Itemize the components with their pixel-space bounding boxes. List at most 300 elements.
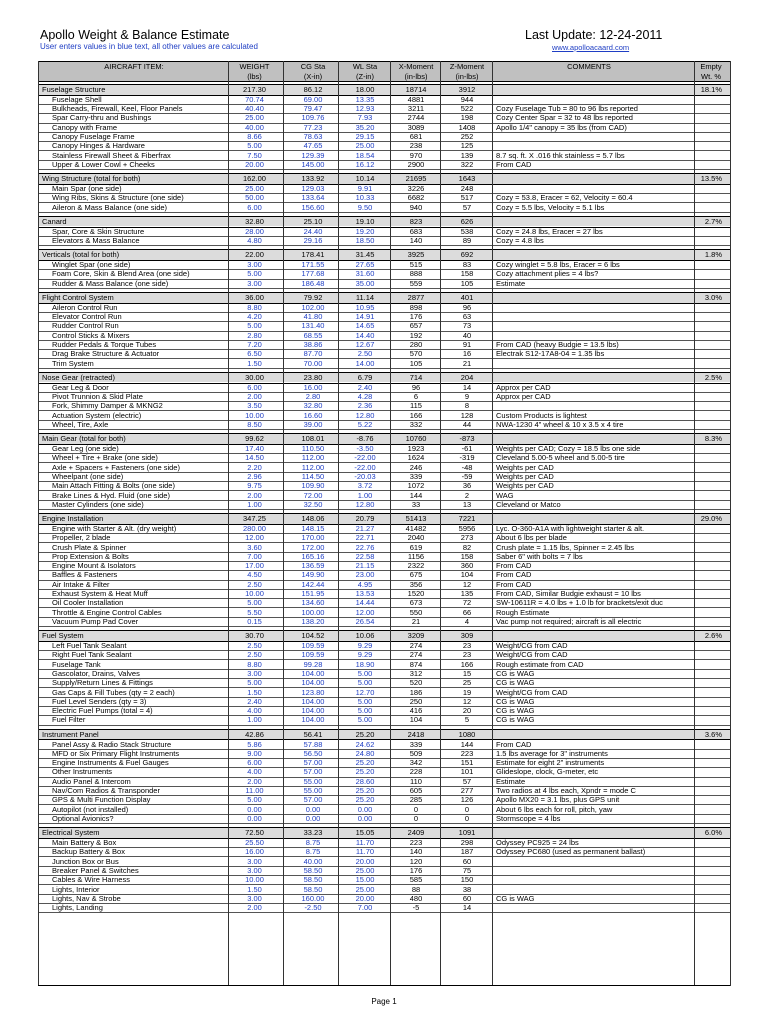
- website-link[interactable]: www.apolloacaard.com: [552, 43, 630, 52]
- row-x-moment: 681: [409, 132, 423, 141]
- row-z-moment: 72: [462, 598, 472, 608]
- row-weight: 3.00: [247, 856, 262, 866]
- row-item-name: Baffles & Fasteners: [52, 570, 118, 580]
- row-item-name: Left Fuel Tank Sealant: [52, 641, 127, 650]
- row-item-name: GPS & Multi Function Display: [52, 795, 151, 805]
- row-comment: Cozy winglet = 5.8 lbs, Eracer = 6 lbs: [496, 260, 620, 270]
- row-cg-sta: 148.15: [301, 523, 325, 533]
- section-cg-sta: 79.92: [303, 293, 323, 302]
- row-cg-sta: 57.88: [303, 739, 323, 749]
- row-item-name: Fork, Shimmy Damper & MKNG2: [52, 401, 163, 411]
- row-cg-sta: 100.00: [301, 607, 325, 617]
- row-z-moment: 1408: [458, 122, 476, 132]
- row-z-moment: 14: [462, 382, 472, 392]
- section-z-moment: 626: [460, 216, 474, 226]
- row-comment: 8.7 sq. ft. X .016 thk stainless = 5.7 lbs: [496, 150, 625, 160]
- section-x-moment: 18714: [405, 85, 427, 94]
- row-item-name: Gascolator, Drains, Valves: [52, 668, 140, 678]
- row-comment: About 6 lbs each for roll, pitch, yaw: [496, 804, 613, 814]
- section-name: Wing Structure (total for both): [42, 174, 141, 184]
- row-cg-sta: 69.00: [303, 94, 323, 104]
- row-weight: 6.00: [247, 758, 262, 768]
- row-z-moment: 57: [462, 776, 472, 786]
- row-wl-sta: 3.72: [357, 481, 373, 491]
- row-x-moment: 416: [409, 706, 423, 716]
- row-cg-sta: 114.50: [301, 471, 325, 481]
- row-item-name: Spar Carry-thru and Bushings: [52, 113, 152, 123]
- row-wl-sta: 12.80: [355, 499, 375, 509]
- row-wl-sta: 14.44: [355, 598, 375, 608]
- row-z-moment: 19: [462, 687, 472, 697]
- row-comment: Estimate for eight 2" instruments: [496, 758, 605, 768]
- row-z-moment: 166: [460, 659, 474, 669]
- row-x-moment: 4881: [407, 94, 425, 104]
- row-weight: 2.00: [247, 776, 262, 786]
- row-item-name: Engine with Starter & Alt. (dry weight): [52, 523, 177, 533]
- row-comment: Weight/CG from CAD: [496, 687, 568, 697]
- section-name: Flight Control System: [42, 293, 114, 302]
- row-weight: 6.50: [247, 349, 262, 359]
- row-z-moment: 151: [460, 758, 474, 768]
- section-cg-sta: 104.52: [301, 631, 325, 641]
- header-z-moment: Z-Moment (in-lbs): [449, 62, 485, 81]
- row-z-moment: 12: [462, 696, 472, 706]
- row-item-name: Fuselage Shell: [52, 94, 102, 104]
- row-cg-sta: 104.00: [301, 668, 325, 678]
- section-wl-sta: 6.79: [357, 372, 373, 382]
- row-wl-sta: 9.91: [357, 184, 373, 193]
- row-item-name: Control Sticks & Mixers: [52, 330, 130, 340]
- row-z-moment: 198: [460, 113, 474, 123]
- row-z-moment: 23: [462, 641, 472, 650]
- row-weight: 2.20: [247, 462, 262, 472]
- row-item-name: Backup Battery & Box: [52, 847, 125, 857]
- section-cg-sta: 178.41: [301, 250, 325, 260]
- row-z-moment: 522: [460, 104, 474, 114]
- row-weight: 8.66: [247, 132, 262, 141]
- row-x-moment: 509: [409, 748, 423, 758]
- row-cg-sta: 87.70: [303, 349, 323, 359]
- row-wl-sta: 9.50: [357, 202, 373, 212]
- row-x-moment: 673: [409, 598, 423, 608]
- row-item-name: Rudder Pedals & Torque Tubes: [52, 340, 157, 349]
- row-cg-sta: 112.00: [301, 453, 325, 463]
- row-weight: 4.00: [247, 767, 262, 777]
- row-weight: 3.00: [247, 865, 262, 875]
- row-x-moment: 559: [409, 278, 423, 288]
- section-z-moment: 3912: [458, 85, 476, 94]
- row-weight: 40.00: [245, 122, 264, 132]
- row-z-moment: 135: [460, 589, 474, 598]
- row-weight: 4.50: [247, 570, 262, 580]
- column-divider: [730, 61, 731, 986]
- section-wl-sta: 15.05: [355, 828, 375, 838]
- row-comment: Crush plate = 1.15 lbs, Spinner = 2.45 lbs: [496, 542, 635, 552]
- row-wl-sta: 18.50: [355, 236, 375, 245]
- section-empty-pct: 13.5%: [700, 174, 722, 184]
- row-x-moment: 115: [410, 401, 422, 411]
- column-divider: [338, 61, 339, 986]
- row-z-moment: 23: [462, 650, 472, 660]
- row-x-moment: 515: [409, 260, 423, 270]
- section-wl-sta: 18.00: [355, 85, 375, 94]
- row-wl-sta: 5.00: [357, 715, 373, 725]
- row-cg-sta: 104.00: [301, 706, 325, 716]
- row-x-moment: 3226: [407, 184, 425, 193]
- row-divider: [38, 509, 730, 510]
- row-weight: 9.00: [247, 748, 262, 758]
- row-wl-sta: 25.20: [355, 786, 375, 795]
- row-z-moment: 944: [460, 94, 474, 104]
- section-x-moment: 3209: [407, 631, 425, 641]
- row-item-name: Panel Assy & Radio Stack Structure: [52, 739, 172, 749]
- row-z-moment: 36: [462, 481, 472, 491]
- row-item-name: Rudder & Mass Balance (one side): [52, 278, 169, 288]
- row-weight: 8.80: [247, 659, 262, 669]
- row-comment: Weight/CG from CAD: [496, 650, 568, 660]
- row-weight: 3.50: [247, 401, 262, 411]
- row-comment: Apollo MX20 = 3.1 lbs, plus GPS unit: [496, 795, 620, 805]
- row-x-moment: 274: [409, 650, 423, 660]
- section-z-moment: 1643: [458, 174, 476, 184]
- row-weight: 11.00: [245, 786, 264, 795]
- column-divider: [390, 61, 391, 986]
- row-comment: Weight/CG from CAD: [496, 641, 568, 650]
- row-divider: [38, 288, 730, 289]
- row-x-moment: 550: [409, 607, 423, 617]
- row-cg-sta: 8.75: [305, 847, 321, 857]
- row-wl-sta: 25.00: [355, 865, 375, 875]
- column-divider: [228, 61, 229, 986]
- row-cg-sta: 41.80: [303, 312, 323, 322]
- row-cg-sta: 104.00: [301, 715, 325, 725]
- row-comment: Cozy Fuselage Tub = 80 to 96 lbs reported: [496, 104, 638, 114]
- row-comment: SW-10611R = 4.0 lbs + 1.0 lb for brackets/exit duc: [496, 598, 663, 608]
- row-wl-sta: 22.71: [355, 533, 375, 543]
- row-cg-sta: 145.00: [301, 159, 325, 169]
- section-z-moment: 1080: [458, 729, 476, 739]
- row-wl-sta: 22.58: [355, 551, 375, 561]
- row-cg-sta: 142.44: [301, 579, 325, 589]
- row-comment: Custom Products is lightest: [496, 410, 587, 420]
- row-cg-sta: 109.90: [301, 481, 325, 491]
- row-comment: Electrak S12-17A8-04 = 1.35 lbs: [496, 349, 605, 359]
- section-name: Fuselage Structure: [42, 85, 106, 94]
- row-cg-sta: 56.50: [303, 748, 323, 758]
- row-z-moment: 83: [462, 260, 472, 270]
- row-wl-sta: 15.00: [355, 875, 375, 885]
- row-comment: Odyssey PC680 (used as permanent ballast): [496, 847, 646, 857]
- row-wl-sta: 14.00: [355, 358, 375, 368]
- row-comment: From CAD, Similar Budgie exhaust = 10 lbs: [496, 589, 641, 598]
- row-x-moment: 3211: [407, 104, 425, 114]
- section-x-moment: 51413: [405, 514, 427, 524]
- row-cg-sta: 170.00: [301, 533, 325, 543]
- row-z-moment: 277: [460, 786, 474, 795]
- row-wl-sta: 2.50: [357, 349, 373, 359]
- section-weight: 162.00: [243, 174, 266, 184]
- section-empty-pct: 2.6%: [704, 631, 722, 641]
- row-wl-sta: 27.65: [355, 260, 375, 270]
- row-cg-sta: 186.48: [301, 278, 325, 288]
- row-weight: 2.50: [247, 579, 262, 589]
- section-wl-sta: 20.79: [355, 514, 375, 524]
- row-z-moment: 0: [464, 804, 470, 814]
- row-weight: 1.50: [247, 358, 262, 368]
- row-comment: CG is WAG: [496, 696, 535, 706]
- row-item-name: Main Battery & Box: [52, 838, 117, 847]
- row-x-moment: 246: [409, 462, 423, 472]
- row-weight: 5.00: [247, 795, 262, 805]
- row-x-moment: 0: [413, 804, 419, 814]
- row-comment: NWA-1230 4" wheel & 10 x 3.5 x 4 tire: [496, 419, 624, 429]
- row-x-moment: 105: [409, 358, 423, 368]
- row-item-name: Engine Mount & Isolators: [52, 561, 136, 571]
- row-x-moment: -5: [412, 903, 420, 913]
- row-cg-sta: 57.00: [303, 795, 323, 805]
- row-z-moment: 57: [462, 202, 472, 212]
- row-cg-sta: 77.23: [303, 122, 323, 132]
- row-item-name: Rudder Control Run: [52, 321, 119, 331]
- row-x-moment: 176: [409, 865, 423, 875]
- row-wl-sta: 10.95: [355, 302, 375, 312]
- row-weight: 12.00: [245, 533, 264, 543]
- row-item-name: Stainless Firewall Sheet & Fiberfrax: [52, 150, 171, 160]
- section-empty-pct: 3.0%: [704, 293, 722, 302]
- row-wl-sta: 18.90: [355, 659, 375, 669]
- row-weight: 4.20: [247, 312, 262, 322]
- row-weight: 8.80: [247, 302, 262, 312]
- row-x-moment: 339: [409, 739, 423, 749]
- row-wl-sta: 31.60: [355, 269, 375, 279]
- row-comment: Glideslope, clock, G-meter, etc: [496, 767, 599, 777]
- row-z-moment: 14: [462, 903, 472, 913]
- row-item-name: Wheel, Tire, Axle: [52, 419, 109, 429]
- row-item-name: Vacuum Pump Pad Cover: [52, 616, 139, 626]
- row-x-moment: 898: [409, 302, 423, 312]
- row-comment: From CAD: [496, 159, 532, 169]
- row-x-moment: 1156: [407, 551, 425, 561]
- row-z-moment: 20: [462, 706, 472, 716]
- row-z-moment: 2: [464, 490, 470, 500]
- row-z-moment: -59: [461, 471, 473, 481]
- row-x-moment: 2040: [407, 533, 425, 543]
- row-item-name: Exhaust System & Heat Muff: [52, 589, 148, 598]
- row-cg-sta: 104.00: [301, 696, 325, 706]
- row-weight: 3.00: [247, 668, 262, 678]
- row-x-moment: 2900: [407, 159, 425, 169]
- row-wl-sta: 14.65: [355, 321, 375, 331]
- row-divider: [38, 169, 730, 170]
- row-z-moment: 158: [460, 551, 474, 561]
- row-wl-sta: 0.00: [357, 804, 373, 814]
- row-z-moment: 150: [460, 875, 474, 885]
- row-wl-sta: 4.95: [357, 579, 373, 589]
- section-wl-sta: 31.45: [355, 250, 375, 260]
- section-z-moment: 7221: [458, 514, 476, 524]
- row-wl-sta: 9.29: [357, 650, 373, 660]
- row-z-moment: 25: [462, 678, 472, 688]
- row-cg-sta: 102.00: [301, 302, 325, 312]
- row-x-moment: 280: [409, 340, 423, 349]
- section-name: Instrument Panel: [42, 729, 99, 739]
- row-comment: CG is WAG: [496, 678, 535, 688]
- row-divider: [38, 429, 730, 430]
- section-x-moment: 2409: [407, 828, 425, 838]
- section-empty-pct: 1.8%: [704, 250, 722, 260]
- row-z-moment: -319: [459, 453, 475, 463]
- row-divider: [38, 912, 730, 913]
- section-wl-sta: 19.10: [355, 216, 375, 226]
- row-weight: 25.50: [245, 838, 264, 847]
- row-x-moment: 2322: [407, 561, 425, 571]
- row-comment: WAG: [496, 490, 514, 500]
- row-wl-sta: 12.80: [355, 410, 375, 420]
- instruction-note: User enters values in blue text, all other values are calculated: [40, 42, 258, 51]
- section-x-moment: 2877: [407, 293, 425, 302]
- header-cg-sta: CG Sta (X-in): [300, 62, 326, 81]
- section-x-moment: 823: [409, 216, 423, 226]
- section-name: Electrical System: [42, 828, 100, 838]
- row-wl-sta: 12.93: [355, 104, 375, 114]
- row-item-name: Actuation System (electric): [52, 410, 142, 420]
- table-bottom-border: [38, 985, 730, 986]
- row-x-moment: 1520: [407, 589, 425, 598]
- row-x-moment: 21: [411, 616, 421, 626]
- row-z-moment: 73: [462, 321, 472, 331]
- row-weight: 2.80: [247, 330, 262, 340]
- section-z-moment: 309: [460, 631, 474, 641]
- row-z-moment: 538: [460, 226, 474, 236]
- row-z-moment: 15: [462, 668, 472, 678]
- section-wl-sta: 11.14: [355, 293, 375, 302]
- row-comment: Weights per CAD; Cozy = 18.5 lbs one side: [496, 444, 641, 453]
- row-z-moment: 8: [464, 401, 470, 411]
- row-comment: Approx per CAD: [496, 382, 551, 392]
- section-name: Engine Installation: [42, 514, 104, 524]
- column-divider: [492, 61, 493, 986]
- row-cg-sta: 0.00: [305, 813, 321, 823]
- row-item-name: Optional Avionics?: [52, 813, 114, 823]
- section-cg-sta: 108.01: [301, 434, 325, 444]
- row-x-moment: 3089: [407, 122, 425, 132]
- row-item-name: Throttle & Engine Control Cables: [52, 607, 162, 617]
- row-z-moment: 82: [462, 542, 472, 552]
- row-item-name: Fuel Filter: [52, 715, 86, 725]
- row-comment: 1.5 lbs average for 3" instruments: [496, 748, 608, 758]
- row-comment: Weights per CAD: [496, 481, 554, 491]
- row-x-moment: 41482: [405, 523, 427, 533]
- row-weight: 6.00: [247, 202, 262, 212]
- row-cg-sta: 58.50: [303, 865, 323, 875]
- row-cg-sta: 109.59: [301, 650, 325, 660]
- row-weight: 20.00: [245, 159, 264, 169]
- row-item-name: Autopilot (not installed): [52, 804, 129, 814]
- row-comment: Saber 6" with bolts = 7 lbs: [496, 551, 583, 561]
- row-cg-sta: 78.63: [303, 132, 323, 141]
- row-wl-sta: 22.76: [355, 542, 375, 552]
- row-item-name: Gear Leg & Door: [52, 382, 109, 392]
- section-z-moment: -873: [459, 434, 475, 444]
- row-x-moment: 0: [413, 813, 419, 823]
- row-z-moment: 60: [462, 856, 472, 866]
- row-x-moment: 223: [409, 838, 423, 847]
- row-item-name: Oil Cooler Installation: [52, 598, 124, 608]
- row-divider: [38, 368, 730, 369]
- row-x-moment: 192: [409, 330, 423, 340]
- section-weight: 30.70: [245, 631, 264, 641]
- row-wl-sta: 26.54: [355, 616, 375, 626]
- row-item-name: Fuel Level Senders (qty = 3): [52, 696, 147, 706]
- row-wl-sta: 12.67: [355, 340, 375, 349]
- section-weight: 32.80: [245, 216, 264, 226]
- row-x-moment: 110: [410, 776, 422, 786]
- row-cg-sta: 136.59: [301, 561, 325, 571]
- section-name: Nose Gear (retracted): [42, 372, 115, 382]
- row-weight: 2.96: [247, 471, 262, 481]
- row-item-name: Drag Brake Structure & Actuator: [52, 349, 160, 359]
- row-x-moment: 1072: [407, 481, 425, 491]
- row-z-moment: 44: [462, 419, 472, 429]
- row-comment: Cozy attachment plies = 4 lbs?: [496, 269, 599, 279]
- row-item-name: Right Fuel Tank Sealant: [52, 650, 132, 660]
- row-weight: 6.00: [247, 382, 262, 392]
- row-comment: Vac pump not required; aircraft is all electric: [496, 616, 642, 626]
- row-x-moment: 33: [411, 499, 421, 509]
- row-z-moment: 12: [462, 579, 472, 589]
- row-item-name: Junction Box or Bus: [52, 856, 119, 866]
- row-item-name: Elevator Control Run: [52, 312, 122, 322]
- row-wl-sta: 29.15: [355, 132, 375, 141]
- row-z-moment: 104: [460, 570, 474, 580]
- row-item-name: Canopy Hinges & Hardware: [52, 141, 145, 151]
- row-wl-sta: 12.00: [355, 607, 375, 617]
- row-weight: 25.00: [245, 113, 264, 123]
- row-x-moment: 356: [409, 579, 423, 589]
- row-weight: 70.74: [245, 94, 264, 104]
- row-comment: Odyssey PC925 = 24 lbs: [496, 838, 579, 847]
- row-wl-sta: 12.70: [355, 687, 375, 697]
- row-z-moment: -48: [461, 462, 473, 472]
- row-x-moment: 274: [409, 641, 423, 650]
- row-cg-sta: 138.20: [301, 616, 325, 626]
- row-x-moment: 96: [411, 382, 421, 392]
- row-cg-sta: 0.00: [305, 804, 321, 814]
- row-cg-sta: 79.47: [303, 104, 323, 114]
- row-item-name: Master Cylinders (one side): [52, 499, 144, 509]
- section-weight: 347.25: [243, 514, 266, 524]
- row-x-moment: 238: [409, 141, 423, 151]
- row-comment: Apollo 1/4" canopy = 35 lbs (from CAD): [496, 122, 627, 132]
- row-x-moment: 312: [409, 668, 423, 678]
- section-z-moment: 1091: [458, 828, 476, 838]
- row-cg-sta: 16.00: [303, 382, 323, 392]
- row-x-moment: 140: [409, 847, 423, 857]
- row-comment: Cleveland or Matco: [496, 499, 561, 509]
- row-wl-sta: 21.15: [355, 561, 375, 571]
- row-weight: 14.50: [245, 453, 264, 463]
- row-z-moment: 126: [460, 795, 474, 805]
- row-wl-sta: 10.33: [355, 193, 375, 203]
- row-cg-sta: 57.00: [303, 767, 323, 777]
- row-z-moment: 21: [462, 358, 472, 368]
- row-x-moment: 675: [409, 570, 423, 580]
- row-wl-sta: 5.00: [357, 696, 373, 706]
- section-weight: 22.00: [245, 250, 264, 260]
- row-wl-sta: 35.20: [355, 122, 375, 132]
- row-item-name: Wing Ribs, Skins & Structure (one side): [52, 193, 184, 203]
- row-cg-sta: 24.40: [303, 226, 323, 236]
